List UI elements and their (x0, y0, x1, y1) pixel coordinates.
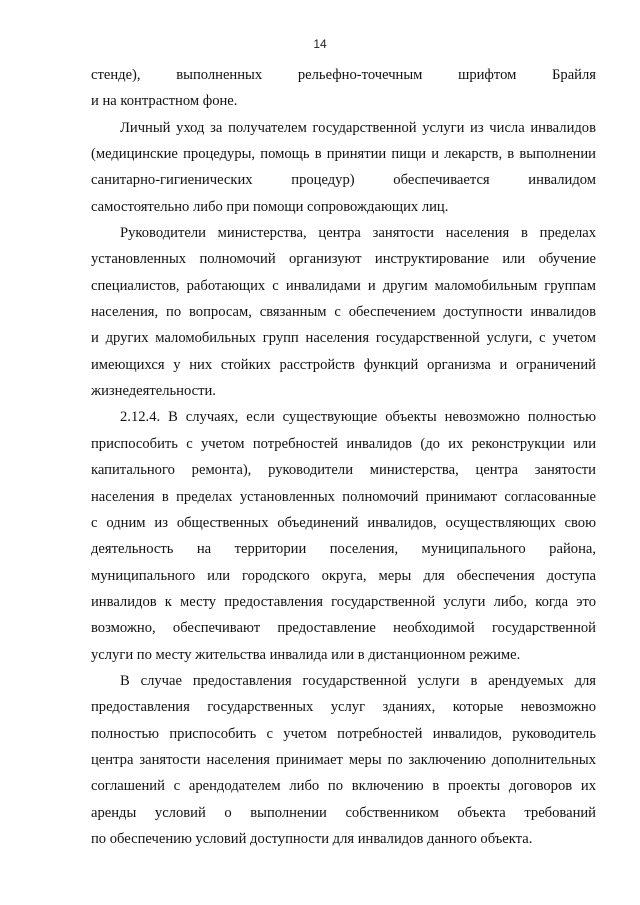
paragraph (91, 115, 596, 220)
text-line: капитального ремонта), руководители министерства, центра занятости (91, 462, 596, 479)
text-line: и на контрастном фоне. (91, 93, 238, 110)
text-line: населения, по вопросам, связанным с обеспечением доступности инвалидов (91, 304, 596, 321)
text-line: деятельность на территории поселения, муниципального района, (91, 541, 596, 558)
text-line: населения в пределах установленных полномочий принимают согласованные (91, 488, 596, 505)
paragraph (91, 404, 596, 667)
text-line: аренды условий о выполнении собственником объекта требований (91, 804, 596, 821)
text-line: приспособить с учетом потребностей инвалидов (до их реконструкции или (91, 435, 596, 452)
text-line: услуги по месту жительства инвалида или в дистанционном режиме. (91, 646, 521, 663)
text-line: инвалидов к месту предоставления государственной услуги либо, когда это (91, 593, 596, 610)
text-line: жизнедеятельности. (91, 383, 216, 400)
text-line: Руководители министерства, центра занятости населения в пределах (120, 225, 596, 242)
text-line: стенде), выполненных рельефно-точечным шрифтом Брайля (91, 67, 596, 83)
text-line: с одним из общественных объединений инвалидов, осуществляющих свою (91, 514, 596, 531)
text-line: предоставления государственных услуг зданиях, которые невозможно (91, 699, 596, 716)
paragraph (91, 62, 596, 115)
text-line: (медицинские процедуры, помощь в принятии пищи и лекарств, в выполнении (91, 146, 596, 163)
text-line: соглашений с арендодателем либо по включению в проекты договоров их (91, 778, 596, 795)
text-line: имеющихся у них стойких расстройств функций организма и ограничений (91, 356, 596, 373)
text-line: центра занятости населения принимает меры по заключению дополнительных (91, 751, 596, 768)
text-line: муниципального или городского округа, меры для обеспечения доступа (91, 567, 596, 584)
text-line: возможно, обеспечивают предоставление необходимой государственной (91, 620, 596, 637)
text-line: В случае предоставления государственной услуги в арендуемых для (120, 672, 596, 689)
paragraph (91, 668, 596, 852)
text-line: установленных полномочий организуют инструктирование или обучение (91, 251, 596, 268)
text-line: Личный уход за получателем государственной услуги из числа инвалидов (120, 119, 596, 136)
text-line: полностью приспособить с учетом потребностей инвалидов, руководитель (91, 725, 596, 742)
paragraph (91, 220, 596, 404)
text-line: специалистов, работающих с инвалидами и другим маломобильным группам (91, 277, 596, 294)
page-number: 14 (313, 37, 327, 51)
text-line: 2.12.4. В случаях, если существующие объекты невозможно полностью (120, 409, 596, 426)
text-line: санитарно-гигиенических процедур) обеспечивается инвалидом (91, 172, 596, 189)
text-line: самостоятельно либо при помощи сопровождающих лиц. (91, 198, 449, 215)
text-line: по обеспечению условий доступности для инвалидов данного объекта. (91, 830, 533, 847)
body-text (91, 62, 596, 852)
text-line: и других маломобильных групп населения государственной услуги, с учетом (91, 330, 596, 347)
